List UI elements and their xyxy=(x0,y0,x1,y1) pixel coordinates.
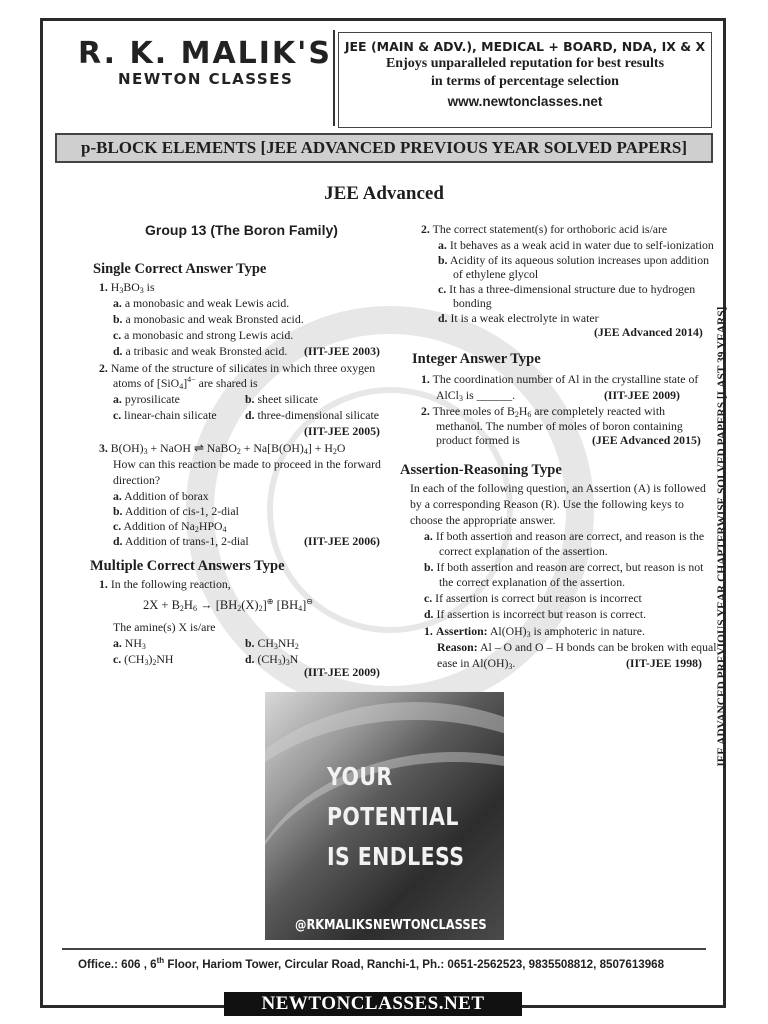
q-single-3-line3: direction? xyxy=(113,473,161,487)
section-title: JEE Advanced xyxy=(324,183,444,204)
option-d: d. Addition of trans-1, 2-dial xyxy=(113,534,249,548)
option-a: a. pyrosilicate xyxy=(113,392,180,406)
option-d: d. It is a weak electrolyte in water xyxy=(438,311,599,325)
option-a: a. Addition of borax xyxy=(113,489,209,503)
option-c-line2: bonding xyxy=(453,296,492,310)
option-b-line2: of ethylene glycol xyxy=(453,267,539,281)
office-address: Office.: 606 , 6th Floor, Hariom Tower, Circular Road, Ranchi-1, Ph.: 0651-2562523, 9835508812, 8507613968 xyxy=(78,956,665,971)
heading-multiple-correct: Multiple Correct Answers Type xyxy=(90,558,285,574)
option-d: d. $(CH_3)_3N$ xyxy=(245,652,299,667)
key-a-line2: correct explanation of the assertion. xyxy=(439,544,608,558)
promo-line-1: YOUR xyxy=(327,762,393,791)
logo-title: R. K. MALIK'S xyxy=(78,36,332,71)
assertion-intro: In each of the following question, an Assertion (A) is followed xyxy=(410,481,706,495)
option-b: b. Addition of cis-1, 2-dial xyxy=(113,504,239,518)
heading-integer: Integer Answer Type xyxy=(412,351,541,367)
promo-line-2: POTENTIAL xyxy=(327,802,459,831)
q-integer-1: 1. The coordination number of Al in the crystalline state of xyxy=(421,372,699,386)
promo-social-handle: @RKMALIKSNEWTONCLASSES xyxy=(295,918,487,933)
year-ref: (IIT-JEE 2003) xyxy=(304,344,380,358)
year-ref: (IIT-JEE 2005) xyxy=(304,424,380,438)
year-ref: (IIT-JEE 2009) xyxy=(304,665,380,679)
ad-url[interactable]: www.newtonclasses.net xyxy=(447,94,603,109)
key-c: c. If assertion is correct but reason is incorrect xyxy=(424,591,642,605)
heading-single-correct: Single Correct Answer Type xyxy=(93,261,267,277)
q-single-3: 3. $B(OH)_3$ + NaOH ⇌ NaBO$_2$ + $Na[B(OH)_4] + H_2O$ xyxy=(99,441,346,456)
key-a: a. If both assertion and reason are correct, and reason is the xyxy=(424,529,705,543)
year-ref: (IIT-JEE 2006) xyxy=(304,534,380,548)
option-b: b. $CH_3NH_2$ xyxy=(245,636,299,651)
option-b: b. sheet silicate xyxy=(245,392,319,406)
q-assertion-1-reason: Reason: Al – O and O – H bonds can be broken with equal xyxy=(437,640,717,654)
option-a: a. a monobasic and weak Lewis acid. xyxy=(113,296,290,310)
q-single-2: 2. Name of the structure of silicates in which three oxygen xyxy=(99,361,376,375)
q-single-3-line2: How can this reaction be made to proceed in the forward xyxy=(113,457,381,471)
q-integer-2-line2: methanol. The number of moles of boron containing xyxy=(436,419,683,433)
ad-line-courses: JEE (MAIN & ADV.), MEDICAL + BOARD, NDA, IX & X xyxy=(344,39,706,54)
year-ref: (JEE Advanced 2015) xyxy=(592,433,701,447)
option-a: a. $NH_3$ xyxy=(113,636,146,651)
option-a: a. It behaves as a weak acid in water due to self-ionization xyxy=(438,238,714,252)
option-b: b. Acidity of its aqueous solution increases upon addition xyxy=(438,253,709,267)
q-integer-2-line3: product formed is xyxy=(436,433,520,447)
ad-line-selection: in terms of percentage selection xyxy=(431,74,619,89)
q-single-1: 1. $H_3BO_3$ is xyxy=(99,280,155,295)
option-c: c. a monobasic and strong Lewis acid. xyxy=(113,328,294,342)
footer-website[interactable]: NEWTONCLASSES.NET xyxy=(224,992,522,1016)
q-single-2-line2: atoms of $[SiO_4]^{4-}$ are shared is xyxy=(113,375,258,391)
option-d: d. a tribasic and weak Bronsted acid. xyxy=(113,344,288,358)
header-divider xyxy=(333,30,335,126)
promo-line-3: IS ENDLESS xyxy=(327,842,465,871)
option-c: c. It has a three-dimensional structure due to hydrogen xyxy=(438,282,696,296)
assertion-intro-3: choose the appropriate answer. xyxy=(410,513,556,527)
option-b: b. a monobasic and weak Bronsted acid. xyxy=(113,312,304,326)
group-title: Group 13 (The Boron Family) xyxy=(145,222,338,238)
q-assertion-1: 1. Assertion: $Al(OH)_3$ is amphoteric in nature. xyxy=(424,624,645,639)
q-multiple-2: 2. The correct statement(s) for orthoboric acid is/are xyxy=(421,222,668,236)
option-c: c. $(CH_3)_2NH$ xyxy=(113,652,174,667)
key-b: b. If both assertion and reason are correct, but reason is not xyxy=(424,560,704,574)
option-d: d. three-dimensional silicate xyxy=(245,408,379,422)
ad-line-reputation: Enjoys unparalleled reputation for best results xyxy=(385,56,665,71)
footer-rule xyxy=(62,948,706,950)
heading-assertion: Assertion-Reasoning Type xyxy=(400,462,562,478)
promo-image xyxy=(265,692,504,940)
option-c: c. linear-chain silicate xyxy=(113,408,217,422)
logo-subtitle: NEWTON CLASSES xyxy=(118,70,294,88)
q-multiple-1-line2: The amine(s) X is/are xyxy=(113,620,216,634)
header-ad-box xyxy=(338,32,712,128)
key-b-line2: the correct explanation of the assertion. xyxy=(439,575,626,589)
chapter-banner: p-BLOCK ELEMENTS [JEE ADVANCED PREVIOUS YEAR SOLVED PAPERS] xyxy=(55,133,713,163)
q-multiple-1: 1. In the following reaction, xyxy=(99,577,231,591)
side-vertical-text: JEE ADVANCED PREVIOUS YEAR CHAPTERWISE SOLVED PAPERS [LAST 39 YEARS] xyxy=(716,306,728,768)
q-assertion-1-reason-line2: ease in $Al(OH)_3$. xyxy=(437,656,516,671)
q-integer-1-line2: AlCl$_3$ is ______. xyxy=(436,388,516,403)
year-ref: (JEE Advanced 2014) xyxy=(594,325,703,339)
key-d: d. If assertion is incorrect but reason is correct. xyxy=(424,607,647,621)
q-integer-2: 2. Three moles of $B_2H_6$ are completely reacted with xyxy=(421,404,665,419)
year-ref: (IIT-JEE 1998) xyxy=(626,656,702,670)
option-c: c. Addition of $Na_2HPO_4$ xyxy=(113,519,227,534)
assertion-intro-2: by a corresponding Reason (R). Use the following keys to xyxy=(410,497,684,511)
reaction-equation: $2X + B_2H_6 \to [BH_2(X)_2]^\oplus$ $[BH_4]^⊖$ xyxy=(143,597,313,613)
year-ref: (IIT-JEE 2009) xyxy=(604,388,680,402)
